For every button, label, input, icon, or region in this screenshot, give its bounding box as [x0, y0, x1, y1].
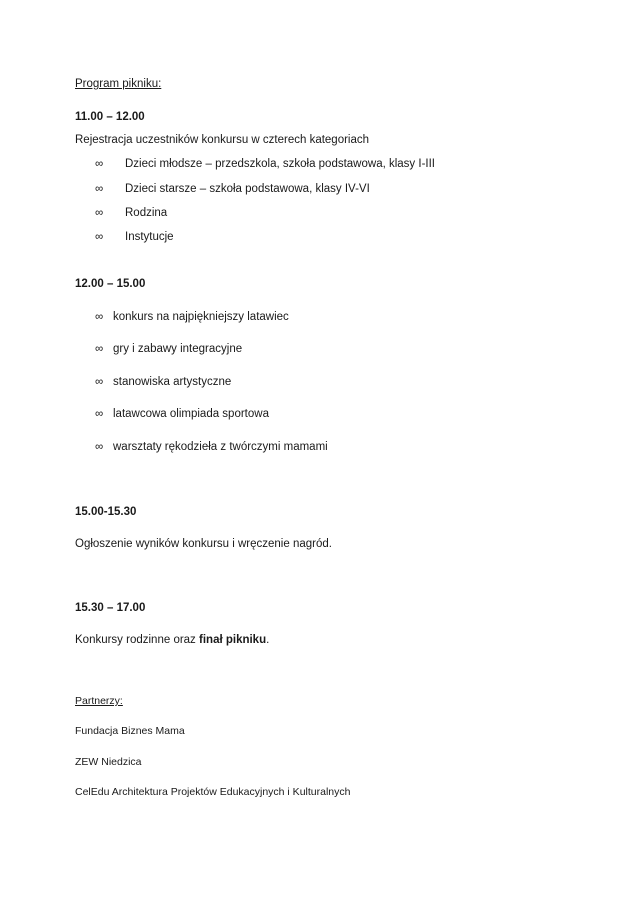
list-item-text: Dzieci młodsze – przedszkola, szkoła podstawowa, klasy I-III: [125, 158, 435, 170]
time-slot-3: 15.00-15.30: [75, 506, 137, 518]
infinity-bullet-icon: ∞: [95, 231, 104, 243]
list-item-text: latawcowa olimpiada sportowa: [113, 408, 269, 420]
infinity-bullet-icon: ∞: [95, 376, 104, 388]
time-slot-1: 11.00 – 12.00: [75, 111, 145, 123]
infinity-bullet-icon: ∞: [95, 441, 104, 453]
time-slot-2: 12.00 – 15.00: [75, 278, 146, 290]
list-item-text: Dzieci starsze – szkoła podstawowa, klasy IV-VI: [125, 183, 370, 195]
program-heading: Program pikniku:: [75, 78, 162, 90]
family-contests: [75, 633, 269, 647]
list-item-text: Rodzina: [125, 207, 168, 219]
infinity-bullet-icon: ∞: [95, 311, 104, 323]
partner-item: ZEW Niedzica: [75, 756, 142, 768]
registration-intro: Rejestracja uczestników konkursu w czterech kategoriach: [75, 134, 370, 146]
time-slot-4: 15.30 – 17.00: [75, 602, 146, 614]
picnic-finale-text: finał pikniku: [199, 634, 267, 646]
list-item-text: gry i zabawy integracyjne: [113, 343, 243, 355]
partner-item: CelEdu Architektura Projektów Edukacyjnych i Kulturalnych: [75, 786, 351, 798]
infinity-bullet-icon: ∞: [95, 343, 104, 355]
results-announcement: Ogłoszenie wyników konkursu i wręczenie nagród.: [75, 538, 332, 550]
list-item-text: warsztaty rękodzieła z twórczymi mamami: [113, 441, 328, 453]
family-contests-text: Konkursy rodzinne oraz: [75, 634, 200, 646]
infinity-bullet-icon: ∞: [95, 207, 104, 219]
infinity-bullet-icon: ∞: [95, 158, 104, 170]
family-contests-end: .: [266, 634, 270, 646]
infinity-bullet-icon: ∞: [95, 408, 104, 420]
partner-item: Fundacja Biznes Mama: [75, 725, 185, 737]
list-item-text: stanowiska artystyczne: [113, 376, 232, 388]
list-item-text: konkurs na najpiękniejszy latawiec: [113, 311, 289, 323]
partners-heading: Partnerzy:: [75, 695, 123, 707]
infinity-bullet-icon: ∞: [95, 183, 104, 195]
list-item-text: Instytucje: [125, 231, 174, 243]
